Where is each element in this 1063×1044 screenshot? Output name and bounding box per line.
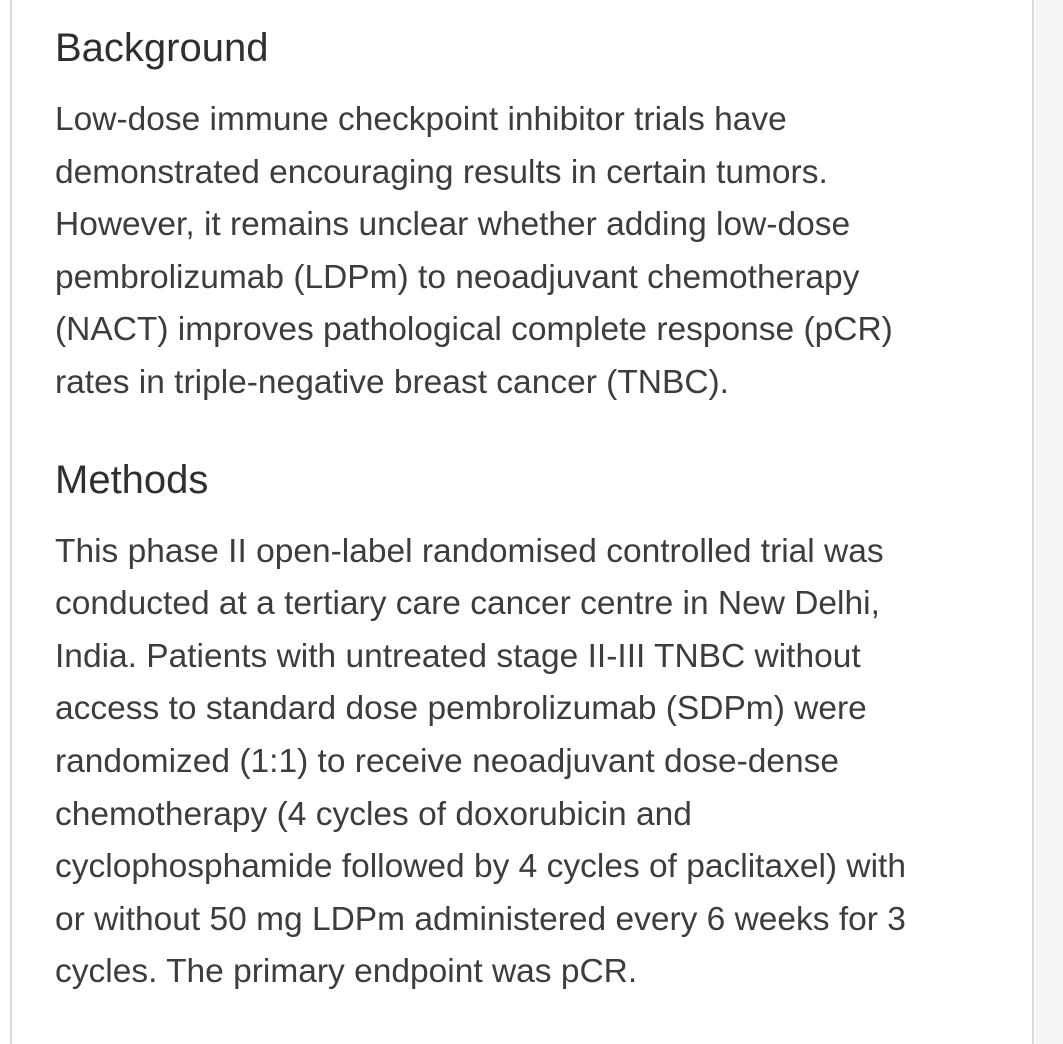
text-line: This phase II open-label randomised controlled trial was	[55, 532, 884, 570]
page-gutter	[1036, 0, 1063, 1044]
text-line: cycles. The primary endpoint was pCR.	[55, 953, 638, 991]
text-line: demonstrated encouraging results in certain tumors.	[55, 153, 828, 191]
background-text	[55, 94, 1015, 410]
text-line: Low-dose immune checkpoint inhibitor trials have	[55, 101, 787, 138]
text-line: cyclophosphamide followed by 4 cycles of paclitaxel) with	[55, 848, 906, 886]
text-line: chemotherapy (4 cycles of doxorubicin and	[55, 795, 692, 833]
background-heading: Background	[55, 26, 269, 70]
text-line: However, it remains unclear whether adding low-dose	[55, 206, 851, 244]
background-section	[55, 22, 1015, 410]
text-line: pembrolizumab (LDPm) to neoadjuvant chemotherapy	[55, 258, 860, 296]
abstract-panel	[10, 0, 1034, 1044]
methods-text	[55, 526, 1015, 999]
text-line: India. Patients with untreated stage II-III TNBC without	[55, 637, 861, 675]
methods-section	[55, 454, 1015, 999]
text-line: or without 50 mg LDPm administered every 6 weeks for 3	[55, 900, 906, 938]
methods-heading: Methods	[55, 457, 209, 502]
text-line: conducted at a tertiary care cancer centre in New Delhi,	[55, 585, 880, 623]
text-line: access to standard dose pembrolizumab (SDPm) were	[55, 690, 867, 728]
abstract-content	[55, 22, 1015, 999]
text-line: (NACT) improves pathological complete response (pCR)	[55, 311, 893, 349]
text-line: rates in triple-negative breast cancer (TNBC).	[55, 363, 729, 401]
text-line: randomized (1:1) to receive neoadjuvant dose-dense	[55, 742, 840, 780]
